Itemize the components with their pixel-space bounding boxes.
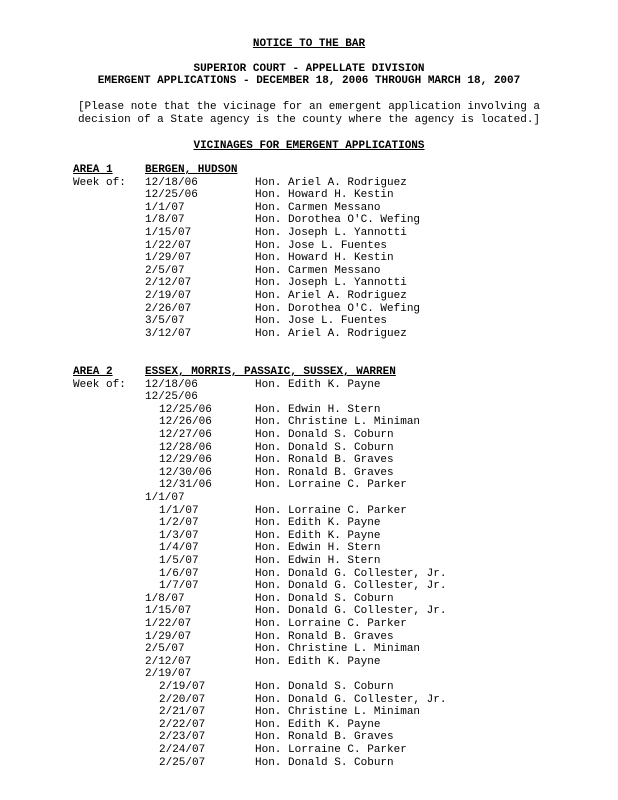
schedule-row: [0, 618, 618, 631]
judge-name: Hon. Jose L. Fuentes: [255, 315, 388, 328]
judge-name: Hon. Donald S. Coburn: [255, 441, 394, 454]
week-date: 1/4/07: [159, 542, 199, 555]
schedule-row: [0, 631, 618, 644]
week-date: 3/5/07: [145, 315, 185, 328]
schedule-row: [0, 517, 618, 530]
judge-name: Hon. Jose L. Fuentes: [255, 239, 388, 252]
area-counties: ESSEX, MORRIS, PASSAIC, SUSSEX, WARREN: [145, 366, 396, 378]
week-date: 1/2/07: [159, 517, 199, 530]
week-date: 1/6/07: [159, 567, 199, 580]
week-date: 12/28/06: [159, 441, 212, 454]
week-date: 12/29/06: [159, 454, 212, 467]
schedule-row: [0, 681, 618, 694]
week-date: 12/18/06: [145, 378, 198, 391]
week-date: 12/26/06: [159, 416, 212, 429]
schedule-row: [0, 580, 618, 593]
week-date: 1/8/07: [145, 214, 185, 227]
schedule-row: [0, 694, 618, 707]
week-date: 2/5/07: [145, 264, 185, 277]
judge-name: Hon. Joseph L. Yannotti: [255, 277, 407, 290]
judge-name: Hon. Donald S. Coburn: [255, 429, 394, 441]
week-date: 1/1/07: [145, 201, 185, 214]
period-heading: EMERGENT APPLICATIONS - DECEMBER 18, 2006 THROUGH MARCH 18, 2007: [97, 75, 521, 87]
judge-name: Hon. Ariel A. Rodriguez: [255, 290, 407, 302]
notice-title: NOTICE TO THE BAR: [252, 38, 366, 50]
schedule-row: [0, 429, 618, 442]
area-label: AREA 2: [73, 366, 113, 378]
week-date: 1/1/07: [159, 504, 199, 517]
judge-name: Hon. Ronald B. Graves: [255, 466, 394, 479]
schedule-row: [0, 454, 618, 467]
week-date: 2/25/07: [159, 756, 206, 769]
schedule-row: [0, 189, 618, 202]
schedule-row: [0, 479, 618, 492]
schedule-row: [0, 719, 618, 732]
week-date: 2/20/07: [159, 693, 206, 706]
judge-name: Hon. Edith K. Payne: [255, 655, 381, 668]
schedule-row: [0, 404, 618, 417]
schedule-row: [0, 379, 618, 392]
judge-name: Hon. Howard H. Kestin: [255, 189, 394, 202]
area-label: AREA 1: [73, 164, 113, 176]
judge-name: Hon. Dorothea O'C. Wefing: [255, 302, 421, 315]
schedule-row: [0, 177, 618, 190]
schedule-row: [0, 568, 618, 581]
schedule-row: [0, 442, 618, 455]
judge-name: Hon. Ronald B. Graves: [255, 630, 394, 643]
week-date: 12/25/06: [145, 189, 198, 202]
judge-name: Hon. Donald G. Collester, Jr.: [255, 693, 447, 706]
week-date: 2/12/07: [145, 655, 192, 668]
schedule-row: [0, 505, 618, 518]
schedule-row: [0, 731, 618, 744]
judge-name: Hon. Lorraine C. Parker: [255, 618, 407, 630]
schedule-row: [0, 227, 618, 240]
week-date: 1/5/07: [159, 555, 199, 567]
schedule-row: [0, 252, 618, 265]
judge-name: Hon. Edith K. Payne: [255, 517, 381, 530]
week-date: 1/29/07: [145, 252, 192, 265]
judge-name: Hon. Edith K. Payne: [255, 718, 381, 731]
week-date: 12/25/06: [159, 403, 212, 416]
schedule-row: [0, 240, 618, 253]
schedule-row: [0, 643, 618, 656]
judge-name: Hon. Christine L. Miniman: [255, 416, 421, 429]
judge-name: Hon. Ariel A. Rodriguez: [255, 176, 407, 189]
judge-name: Hon. Donald G. Collester, Jr.: [255, 567, 447, 580]
week-date: 3/12/07: [145, 327, 192, 340]
week-date: 2/21/07: [159, 706, 206, 719]
week-date: 12/30/06: [159, 466, 212, 479]
week-date: 1/29/07: [145, 630, 192, 643]
week-date: 2/22/07: [159, 718, 206, 731]
schedule-row: [0, 265, 618, 278]
judge-name: Hon. Christine L. Miniman: [255, 643, 421, 656]
schedule-row: [0, 530, 618, 543]
week-date: 1/3/07: [159, 529, 199, 542]
week-date: 2/19/07: [145, 668, 192, 681]
schedule-row: [0, 277, 618, 290]
judge-name: Hon. Donald G. Collester, Jr.: [255, 605, 447, 618]
week-date: 1/15/07: [145, 605, 192, 618]
judge-name: Hon. Edwin H. Stern: [255, 403, 381, 416]
week-date: 2/5/07: [145, 643, 185, 656]
week-date: 2/23/07: [159, 731, 206, 744]
week-date: 12/31/06: [159, 479, 212, 492]
schedule-row: [0, 492, 618, 505]
schedule-row: [0, 757, 618, 770]
judge-name: Hon. Donald G. Collester, Jr.: [255, 580, 447, 593]
area-header: [0, 164, 618, 177]
schedule-row: [0, 391, 618, 404]
week-date: 2/26/07: [145, 302, 192, 315]
week-date: 12/18/06: [145, 176, 198, 189]
schedule-row: [0, 542, 618, 555]
schedule-row: [0, 593, 618, 606]
schedule-row: [0, 328, 618, 341]
judge-name: Hon. Ariel A. Rodriguez: [255, 327, 407, 340]
judge-name: Hon. Donald S. Coburn: [255, 756, 394, 769]
week-date: 1/22/07: [145, 618, 192, 630]
judge-name: Hon. Ronald B. Graves: [255, 454, 394, 467]
week-date: 1/22/07: [145, 239, 192, 252]
judge-name: Hon. Edith K. Payne: [255, 378, 381, 391]
judge-name: Hon. Christine L. Miniman: [255, 706, 421, 719]
judge-name: Hon. Edwin H. Stern: [255, 542, 381, 555]
court-heading: SUPERIOR COURT - APPELLATE DIVISION: [193, 63, 425, 75]
week-date: 1/1/07: [145, 492, 185, 504]
week-date: 12/27/06: [159, 429, 212, 441]
judge-name: Hon. Lorraine C. Parker: [255, 479, 407, 492]
judge-name: Hon. Howard H. Kestin: [255, 252, 394, 265]
week-date: 12/25/06: [145, 391, 198, 404]
schedule-row: [0, 202, 618, 215]
week-of-label: Week of:: [73, 176, 126, 189]
judge-name: Hon. Joseph L. Yannotti: [255, 227, 407, 239]
judge-name: Hon. Lorraine C. Parker: [255, 744, 407, 756]
area-counties: BERGEN, HUDSON: [145, 164, 238, 176]
judge-name: Hon. Lorraine C. Parker: [255, 504, 407, 517]
note-line-1: [Please note that the vicinage for an emergent application involving a: [77, 101, 541, 113]
judge-name: Hon. Donald S. Coburn: [255, 681, 394, 693]
schedule-row: [0, 555, 618, 568]
schedule-row: [0, 416, 618, 429]
note-line-2: decision of a State agency is the county where the agency is located.]: [77, 114, 541, 126]
week-of-label: Week of:: [73, 378, 126, 391]
judge-name: Hon. Edwin H. Stern: [255, 555, 381, 567]
week-date: 1/15/07: [145, 227, 192, 239]
schedule-row: [0, 214, 618, 227]
schedule-row: [0, 744, 618, 757]
section-title: VICINAGES FOR EMERGENT APPLICATIONS: [193, 140, 425, 152]
schedule-row: [0, 668, 618, 681]
schedule-row: [0, 315, 618, 328]
judge-name: Hon. Carmen Messano: [255, 264, 381, 277]
schedule-row: [0, 290, 618, 303]
area-header: [0, 366, 618, 379]
week-date: 2/19/07: [159, 681, 206, 693]
schedule-row: [0, 467, 618, 480]
schedule-row: [0, 656, 618, 669]
week-date: 1/8/07: [145, 592, 185, 605]
week-date: 2/12/07: [145, 277, 192, 290]
judge-name: Hon. Donald S. Coburn: [255, 592, 394, 605]
judge-name: Hon. Dorothea O'C. Wefing: [255, 214, 421, 227]
week-date: 2/19/07: [145, 290, 192, 302]
schedule-row: [0, 303, 618, 316]
week-date: 1/7/07: [159, 580, 199, 593]
schedule-row: [0, 605, 618, 618]
judge-name: Hon. Carmen Messano: [255, 201, 381, 214]
week-date: 2/24/07: [159, 744, 206, 756]
judge-name: Hon. Ronald B. Graves: [255, 731, 394, 744]
judge-name: Hon. Edith K. Payne: [255, 529, 381, 542]
schedule-row: [0, 706, 618, 719]
